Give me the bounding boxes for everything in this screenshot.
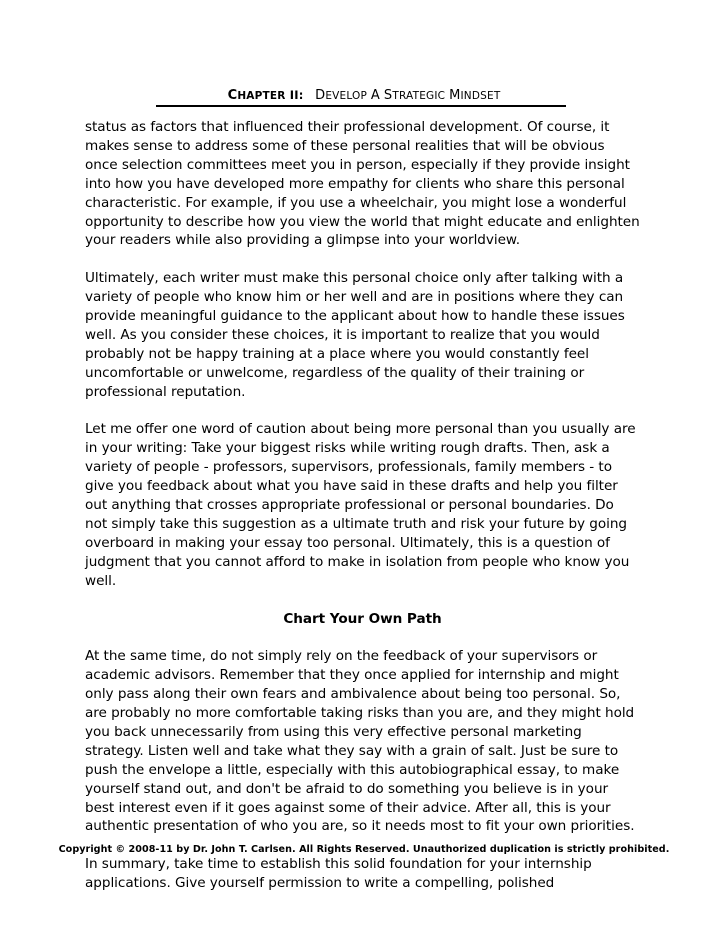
title-word-3-rest: TRATEGIC (392, 90, 446, 102)
chapter-label-initial: C (227, 88, 238, 103)
running-header (0, 88, 728, 103)
paragraph-1: status as factors that influenced their professional development. Of course, it makes sense to address some of these personal realities that will be obvious once selection committees meet you in person, especially if they provide insight into how you have developed more empathy for clients who share this personal characteristic. For example, if you use a wheelchair, you might lose a wonderful opportunity to describe how you view the world that might educate and enlighten your readers while also providing a glimpse into your worldview. (85, 119, 640, 249)
title-word-4-rest: INDSET (460, 90, 501, 102)
paragraph-4: At the same time, do not simply rely on the feedback of your supervisors or academic advisors. Remember that they once applied for internship and might only pass along their own fears and ambivalence about being too personal. So, are probably no more comfortable taking risks than you are, and they might hold you back unnecessarily from using this very effective personal marketing strategy. Listen well and take what they say with a grain of salt. Just be sure to push the envelope a little, especially with this autobiographical essay, to make yourself stand out, and don't be afraid to do something you believe is in your best interest even if it goes against some of their advice. After all, this is your authentic presentation of who you are, so it needs most to fit your own priorities. (85, 648, 635, 835)
title-word-1-rest: EVELOP (325, 90, 368, 102)
section-heading: Chart Your Own Path (283, 610, 442, 627)
paragraph-2: Ultimately, each writer must make this personal choice only after talking with a variety of people who know him or her well and are in positions where they can provide meaningful guidance to the applicant about how to handle these issues well. As you consider these choices, it is important to realize that you would probably not be happy training at a place where you would constantly feel uncomfortable or unwelcome, regardless of the quality of their training or professional reputation. (85, 270, 625, 400)
chapter-number: II: (289, 88, 304, 102)
title-word-1-initial: D (315, 88, 326, 103)
chapter-label-rest: HAPTER (237, 90, 286, 102)
header-divider (156, 105, 566, 107)
chapter-title (315, 88, 500, 102)
paragraph-5: In summary, take time to establish this solid foundation for your internship applications. Give yourself permission to write a compelling, polished (85, 856, 592, 892)
title-word-2-initial: A (370, 88, 381, 103)
copyright-footer: Copyright © 2008-11 by Dr. John T. Carlsen. All Rights Reserved. Unauthorized duplication is strictly prohibited. (58, 844, 670, 855)
chapter-label (228, 88, 304, 102)
title-word-3-initial: S (383, 88, 393, 103)
paragraph-3: Let me offer one word of caution about being more personal than you usually are in your writing: Take your biggest risks while writing rough drafts. Then, ask a variety of people - professors, supervisors, professionals, family members - to give you feedback about what you have said in these drafts and help you filter out anything that crosses appropriate professional or personal boundaries. Do not simply take this suggestion as a ultimate truth and risk your future by going overboard in making your essay too personal. Ultimately, this is a question of judgment that you cannot afford to make in isolation from people who know you well. (85, 421, 636, 589)
title-word-4-initial: M (449, 88, 461, 103)
document-body (85, 118, 640, 912)
